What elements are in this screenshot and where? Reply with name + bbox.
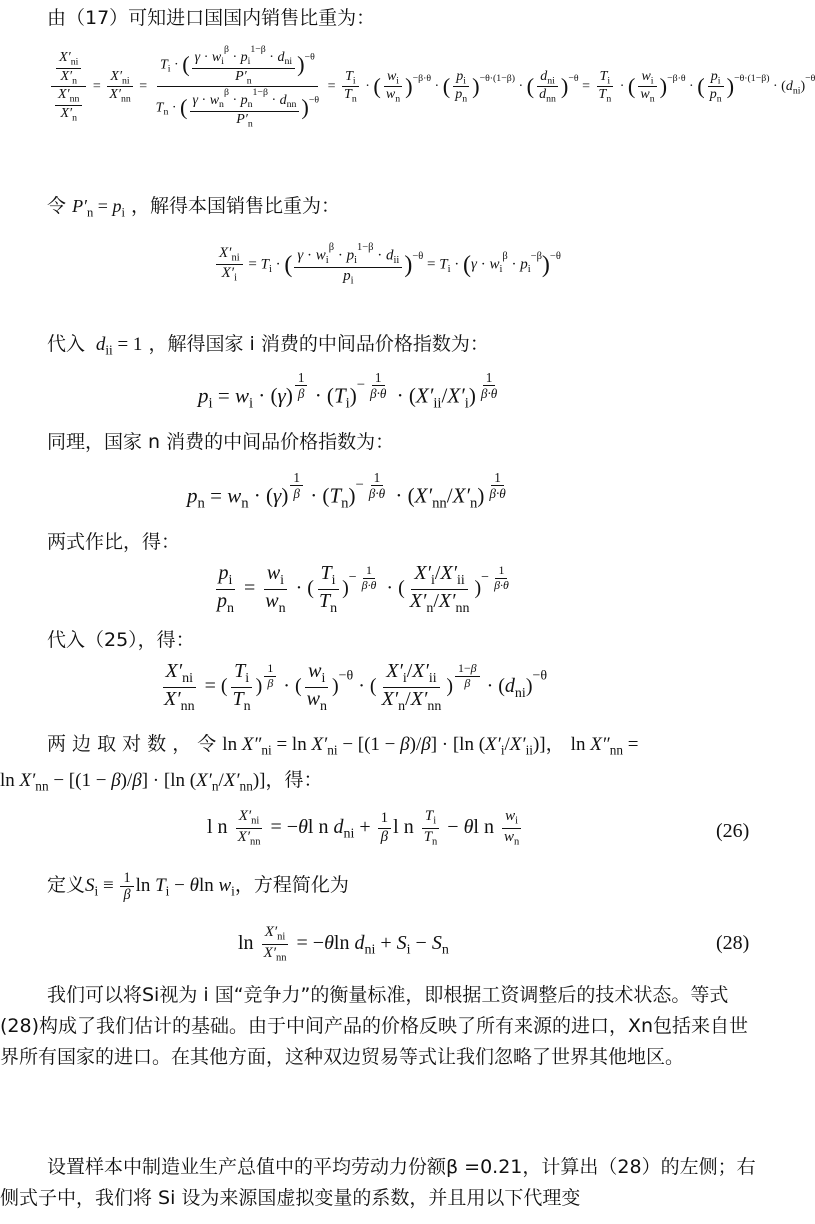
paragraph-competitiveness: 我们可以将Si视为 i 国“竞争力”的衡量标准，即根据工资调整后的技术状态。等式(28)构成了我们估计的基础。由于中间产品的价格反映了所有来源的进口，Xn包括来自世界所有国家的进口。在其他方面，这种双边贸易等式让我们忽略了世界其他地区。: [0, 984, 749, 1068]
paragraph-define-s: [47, 870, 349, 906]
text-take-logs: 两 边 取 对 数 ， 令: [47, 733, 217, 755]
paragraph-take-logs-line2: [0, 766, 323, 801]
inline-math-log-def-1: $\ln X''_{ni} = \ln X'_{ni} - [(1 - \beta)/\beta] \cdot [\ln$ $(X'_i/X'_{ii})$]: [222, 734, 546, 758]
text-simplify: ，方程简化为: [234, 874, 349, 897]
inline-math-log-def-2b: $\ln X'_{nn} - [(1 - \beta)/\beta] \cdot [\ln$ $(X'_n/X'_{nn})$]: [0, 770, 266, 794]
text-let: 令: [47, 195, 67, 217]
text-comma: ，: [545, 733, 565, 755]
paragraph-substitute-dii: [47, 330, 489, 365]
inline-math-s-def: $S_i$ ≡ $\frac{1}{\beta}$ $\ln T_i - \theta\ln$ $w_i$: [85, 870, 235, 904]
text-define: 定义: [47, 874, 86, 897]
paragraph-price-index-n: 同理，国家 n 消费的中间品价格指数为：: [47, 431, 395, 453]
text-get: 得：: [284, 769, 323, 791]
equation-domestic-share: $\frac{X'_{ni}}{X'_i}$ = $T_i$ · ( $\frac{\gamma \cdot w_i^\beta \cdot p_i^{1-\beta} \cdot d_{ii}}{p_i}$ )$^{-\theta} = T_i \cdot (\gamma \cdot w_i^\beta \cdot p_i^{-\beta})^{-\theta}$: [214, 242, 561, 288]
equation-import-ratio: $\frac{X'_{ni}}{X'_{nn}}$ = ( $\frac{T_i}{T_n}$ ) $^{\frac{1}{\beta}}$ · ( $\frac{w_i}{w_n}$ )$^{-\theta}$ · ( $\frac{X'_i/X'_{ii}}{X'_n/X'_{nn}}$ ) $^{\frac{1-\beta}{\beta}}$ · $(d_{ni})^{-\theta}$: [164, 660, 548, 714]
equation-26: l n $\frac{X'_{ni}}{X'_{nn}}$ = −θl n $d_{ni}$ + $\frac{1}{\beta}$ l n $\frac{T_i}{T_n}$ − θl n $\frac{w_i}{w_n}$: [207, 808, 520, 848]
equation-price-index-i: $p_i = w_i \cdot (\gamma)$ $^{\frac{1}{\beta}}$ · $(T_i)^{- \frac{1}{\beta\cdot\theta}}$ · $(X'_{ii}/X'_i)$ $^{\frac{1}{\beta\cdot\theta}}$: [198, 370, 498, 412]
paragraph-let-p: [47, 192, 340, 226]
paragraph-take-logs: [47, 730, 639, 765]
equation-price-ratio: $\frac{p_i}{p_n}$ = $\frac{w_i}{w_n}$ · ( $\frac{T_i}{T_n}$ )$^{- \frac{1}{\beta\cdot\theta}}$ · ( $\frac{X'_i/X'_{ii}}{X'_n/X'_{nn}}$ )$^{- \frac{1}{\beta\cdot\theta}}$: [217, 562, 509, 616]
equation-28: ln $\frac{X'_{ni}}{X'_{nn}}$ = −θln $d_{ni} + S_i - S_n$: [238, 924, 449, 964]
paragraph-intro: 由（17）可知进口国国内销售比重为：: [47, 7, 376, 29]
equation-number-28: (28): [716, 932, 750, 954]
equation-import-share-ratio: $\frac{\frac{X'_{ni}}{X'_n}}{\frac{X'_{nn}}{X'_n}}$ = $\frac{X'_{ni}}{X'_{nn}}$ = $T_i$ · ( $\frac{\gamma \cdot w_i^\beta \cdot p_i^{1-\beta} \cdot d_{ni}}{P'_n}$ )$^{-\theta}$ $T_n$ · ( $\frac{\gamma \cdot w_n^\beta \cdot p_n^{1-\beta} \cdot d_{nn}}{P'_n}$ )$^{-\theta}$ = $\frac{T_i}{T_n}$ · ( $\frac{w_i}{w_n}$ )$^{-\beta\cdot\theta}$ · ( $\frac{p_i}{p_n}$ )$^{-\theta\cdot(1-\beta)}$ · ( $\frac{d_{ni}}{d_{nn}}$ )$^{-\theta}$ = $\frac{T_i}{T_n}$ · ( $\frac{w_i}{w_n}$ )$^{-\beta\cdot\theta}$ · ( $\frac{p_i}{p_n}$ )$^{-\theta\cdot(1-\beta)} \cdot (d_{ni})^{-\theta}$: [48, 44, 815, 129]
text-substitute: 代入: [47, 333, 86, 355]
equation-number-26: (26): [716, 820, 750, 842]
inline-math-dii: $d_{ii} = 1$: [95, 334, 143, 358]
paragraph-ratio: 两式作比，得：: [47, 531, 181, 553]
text-price-index-i: ，解得国家 i 消费的中间品价格指数为：: [148, 333, 489, 355]
equation-price-index-n: $p_n = w_n \cdot (\gamma)$ $^{\frac{1}{\beta}}$ · $(T_n)^{- \frac{1}{\beta\cdot\theta}}$ · $(X'_{nn}/X'_n)$ $^{\frac{1}{\beta\cdot\theta}}$: [187, 470, 506, 512]
text-solve-domestic: ，解得本国销售比重为：: [131, 195, 341, 217]
inline-math-p-def: $P'_n = p_i$: [72, 196, 125, 220]
text-comma-2: ，: [265, 769, 285, 791]
paragraph-labor-share: 设置样本中制造业生产总值中的平均劳动力份额β =0.21，计算出（28）的左侧；右侧式子中，我们将 Si 设为来源国虚拟变量的系数，并且用以下代理变: [0, 1156, 756, 1209]
inline-math-log-def-2a: $\ln X''_{nn}$ =: [570, 734, 639, 758]
paragraph-substitute-25: 代入（25），得：: [47, 629, 195, 651]
